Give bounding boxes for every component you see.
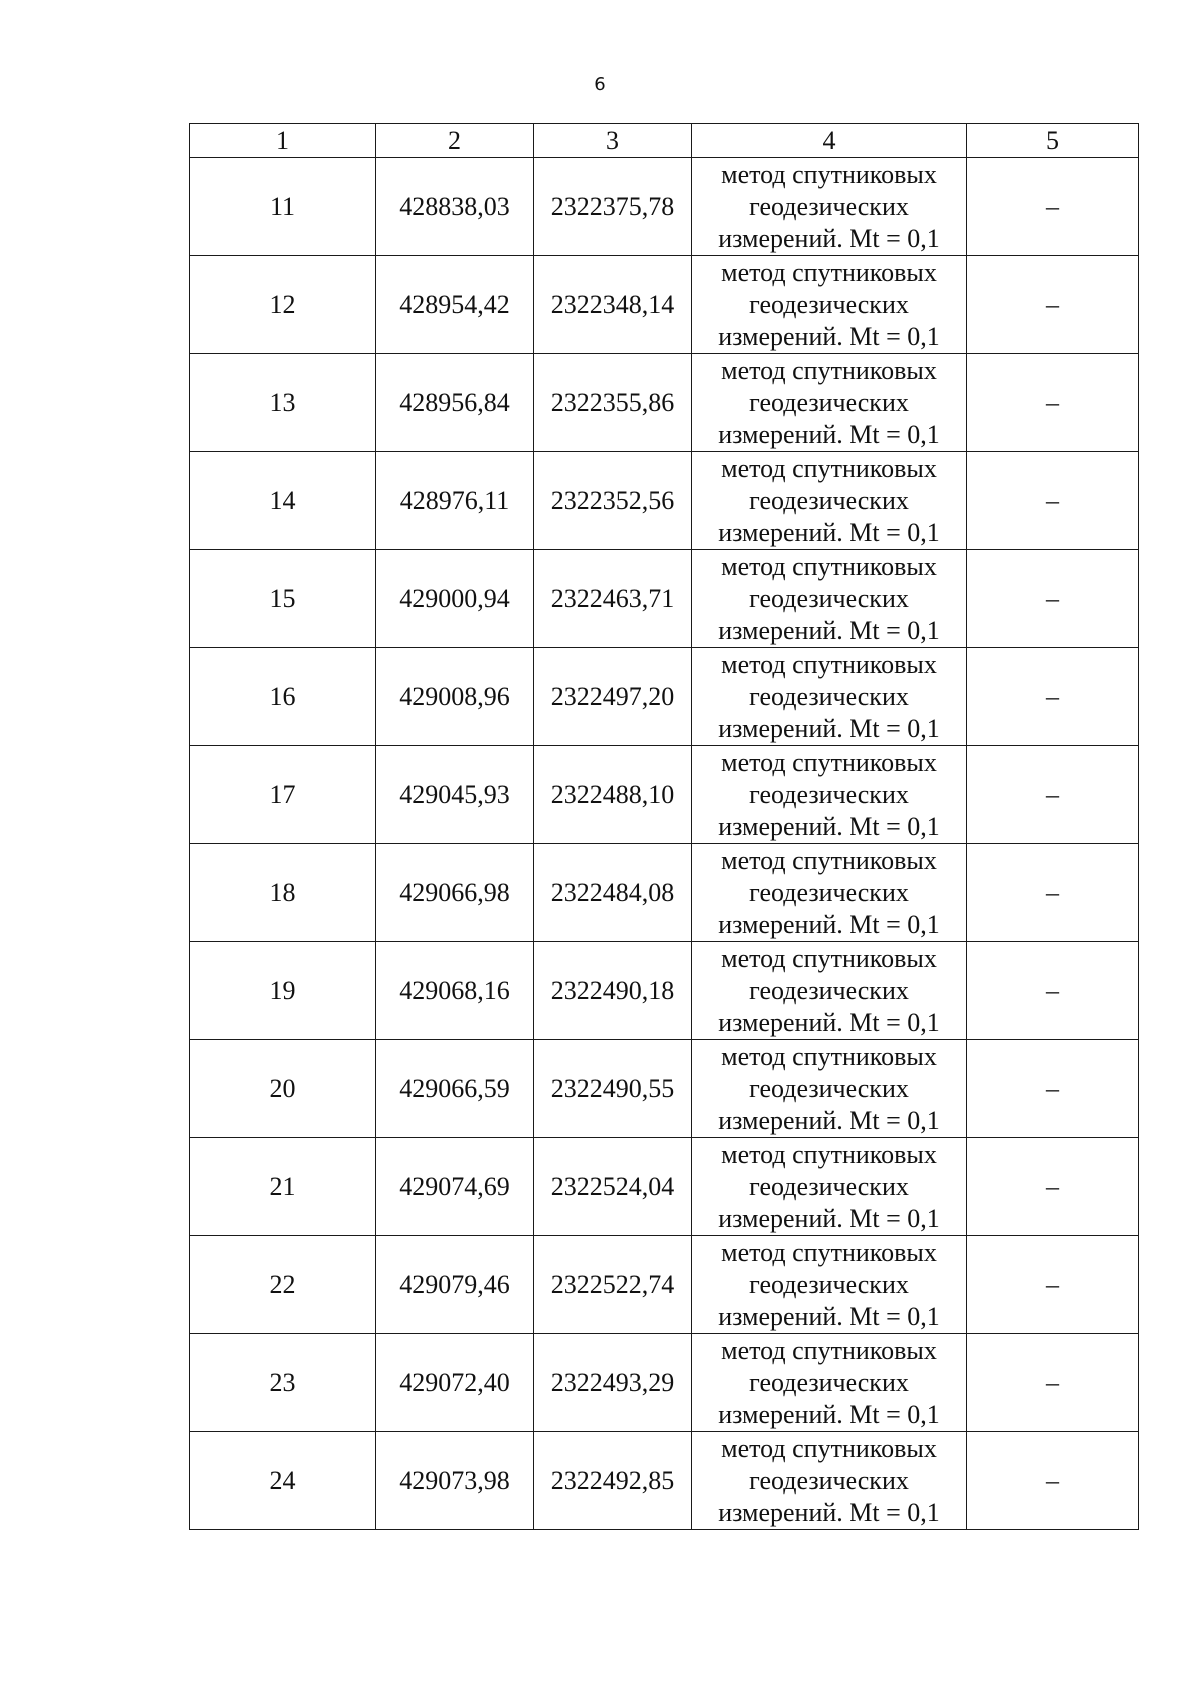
point-number-cell: 12 — [190, 256, 376, 354]
point-number-cell: 20 — [190, 1040, 376, 1138]
method-line: геодезических — [749, 1465, 909, 1495]
table-row — [190, 1334, 1139, 1432]
method-line: измерений. Mt = 0,1 — [718, 517, 940, 547]
y-coordinate-cell: 2322490,55 — [534, 1040, 692, 1138]
x-coordinate-cell: 429066,59 — [376, 1040, 534, 1138]
method-line: измерений. Mt = 0,1 — [718, 321, 940, 351]
method-line: измерений. Mt = 0,1 — [718, 1497, 940, 1527]
point-number-cell: 19 — [190, 942, 376, 1040]
note-cell: – — [967, 1040, 1139, 1138]
y-coordinate-cell: 2322497,20 — [534, 648, 692, 746]
method-line: метод спутниковых — [721, 257, 937, 287]
coordinates-table — [189, 123, 1139, 1530]
x-coordinate-cell: 428976,11 — [376, 452, 534, 550]
y-coordinate-cell: 2322484,08 — [534, 844, 692, 942]
note-cell: – — [967, 1334, 1139, 1432]
note-cell: – — [967, 648, 1139, 746]
table-row — [190, 1236, 1139, 1334]
table-row — [190, 746, 1139, 844]
method-line: измерений. Mt = 0,1 — [718, 615, 940, 645]
method-line: метод спутниковых — [721, 453, 937, 483]
method-line: геодезических — [749, 681, 909, 711]
method-line: геодезических — [749, 485, 909, 515]
method-line: геодезических — [749, 1367, 909, 1397]
method-line: измерений. Mt = 0,1 — [718, 909, 940, 939]
y-coordinate-cell: 2322348,14 — [534, 256, 692, 354]
note-cell: – — [967, 256, 1139, 354]
table-body — [190, 158, 1139, 1530]
x-coordinate-cell: 428956,84 — [376, 354, 534, 452]
method-line: измерений. Mt = 0,1 — [718, 811, 940, 841]
method-line: метод спутниковых — [721, 355, 937, 385]
method-line: метод спутниковых — [721, 159, 937, 189]
method-cell — [692, 1334, 967, 1432]
column-header: 2 — [376, 124, 534, 158]
method-cell — [692, 1040, 967, 1138]
point-number-cell: 15 — [190, 550, 376, 648]
x-coordinate-cell: 429066,98 — [376, 844, 534, 942]
method-cell — [692, 1138, 967, 1236]
method-line: метод спутниковых — [721, 649, 937, 679]
method-line: геодезических — [749, 877, 909, 907]
method-cell — [692, 354, 967, 452]
point-number-cell: 22 — [190, 1236, 376, 1334]
method-line: метод спутниковых — [721, 943, 937, 973]
table-row — [190, 256, 1139, 354]
note-cell: – — [967, 1432, 1139, 1530]
point-number-cell: 13 — [190, 354, 376, 452]
method-line: геодезических — [749, 289, 909, 319]
table-header-row — [190, 124, 1139, 158]
note-cell: – — [967, 550, 1139, 648]
method-cell — [692, 1236, 967, 1334]
table-row — [190, 844, 1139, 942]
y-coordinate-cell: 2322522,74 — [534, 1236, 692, 1334]
table-row — [190, 1040, 1139, 1138]
table-row — [190, 158, 1139, 256]
x-coordinate-cell: 429079,46 — [376, 1236, 534, 1334]
table-row — [190, 648, 1139, 746]
note-cell: – — [967, 844, 1139, 942]
method-line: метод спутниковых — [721, 551, 937, 581]
method-line: измерений. Mt = 0,1 — [718, 713, 940, 743]
x-coordinate-cell: 429045,93 — [376, 746, 534, 844]
method-line: измерений. Mt = 0,1 — [718, 1301, 940, 1331]
method-line: метод спутниковых — [721, 1139, 937, 1169]
y-coordinate-cell: 2322524,04 — [534, 1138, 692, 1236]
method-cell — [692, 256, 967, 354]
table-row — [190, 550, 1139, 648]
note-cell: – — [967, 746, 1139, 844]
method-line: измерений. Mt = 0,1 — [718, 1007, 940, 1037]
table-row — [190, 1138, 1139, 1236]
method-line: геодезических — [749, 975, 909, 1005]
x-coordinate-cell: 428954,42 — [376, 256, 534, 354]
point-number-cell: 21 — [190, 1138, 376, 1236]
y-coordinate-cell: 2322355,86 — [534, 354, 692, 452]
y-coordinate-cell: 2322463,71 — [534, 550, 692, 648]
method-line: геодезических — [749, 779, 909, 809]
method-cell — [692, 550, 967, 648]
y-coordinate-cell: 2322488,10 — [534, 746, 692, 844]
table-row — [190, 1432, 1139, 1530]
x-coordinate-cell: 429008,96 — [376, 648, 534, 746]
note-cell: – — [967, 452, 1139, 550]
method-line: геодезических — [749, 583, 909, 613]
method-line: метод спутниковых — [721, 747, 937, 777]
method-line: измерений. Mt = 0,1 — [718, 419, 940, 449]
x-coordinate-cell: 429073,98 — [376, 1432, 534, 1530]
method-line: геодезических — [749, 1171, 909, 1201]
note-cell: – — [967, 1236, 1139, 1334]
method-line: метод спутниковых — [721, 1335, 937, 1365]
method-line: измерений. Mt = 0,1 — [718, 1399, 940, 1429]
point-number-cell: 23 — [190, 1334, 376, 1432]
method-line: геодезических — [749, 387, 909, 417]
method-line: измерений. Mt = 0,1 — [718, 223, 940, 253]
method-line: геодезических — [749, 1269, 909, 1299]
page-number: 6 — [594, 74, 606, 95]
method-cell — [692, 746, 967, 844]
y-coordinate-cell: 2322490,18 — [534, 942, 692, 1040]
method-line: геодезических — [749, 1073, 909, 1103]
point-number-cell: 14 — [190, 452, 376, 550]
point-number-cell: 11 — [190, 158, 376, 256]
method-cell — [692, 1432, 967, 1530]
method-line: метод спутниковых — [721, 1041, 937, 1071]
y-coordinate-cell: 2322492,85 — [534, 1432, 692, 1530]
column-header: 3 — [534, 124, 692, 158]
column-header: 1 — [190, 124, 376, 158]
method-line: метод спутниковых — [721, 845, 937, 875]
method-line: измерений. Mt = 0,1 — [718, 1105, 940, 1135]
method-cell — [692, 452, 967, 550]
note-cell: – — [967, 158, 1139, 256]
table-row — [190, 942, 1139, 1040]
method-cell — [692, 648, 967, 746]
method-cell — [692, 844, 967, 942]
x-coordinate-cell: 429074,69 — [376, 1138, 534, 1236]
x-coordinate-cell: 429068,16 — [376, 942, 534, 1040]
point-number-cell: 17 — [190, 746, 376, 844]
x-coordinate-cell: 428838,03 — [376, 158, 534, 256]
note-cell: – — [967, 1138, 1139, 1236]
method-cell — [692, 158, 967, 256]
x-coordinate-cell: 429072,40 — [376, 1334, 534, 1432]
method-line: геодезических — [749, 191, 909, 221]
point-number-cell: 18 — [190, 844, 376, 942]
table-row — [190, 452, 1139, 550]
note-cell: – — [967, 942, 1139, 1040]
table-row — [190, 354, 1139, 452]
point-number-cell: 16 — [190, 648, 376, 746]
method-cell — [692, 942, 967, 1040]
column-header: 4 — [692, 124, 967, 158]
y-coordinate-cell: 2322493,29 — [534, 1334, 692, 1432]
x-coordinate-cell: 429000,94 — [376, 550, 534, 648]
y-coordinate-cell: 2322375,78 — [534, 158, 692, 256]
note-cell: – — [967, 354, 1139, 452]
method-line: метод спутниковых — [721, 1433, 937, 1463]
method-line: измерений. Mt = 0,1 — [718, 1203, 940, 1233]
point-number-cell: 24 — [190, 1432, 376, 1530]
y-coordinate-cell: 2322352,56 — [534, 452, 692, 550]
method-line: метод спутниковых — [721, 1237, 937, 1267]
column-header: 5 — [967, 124, 1139, 158]
